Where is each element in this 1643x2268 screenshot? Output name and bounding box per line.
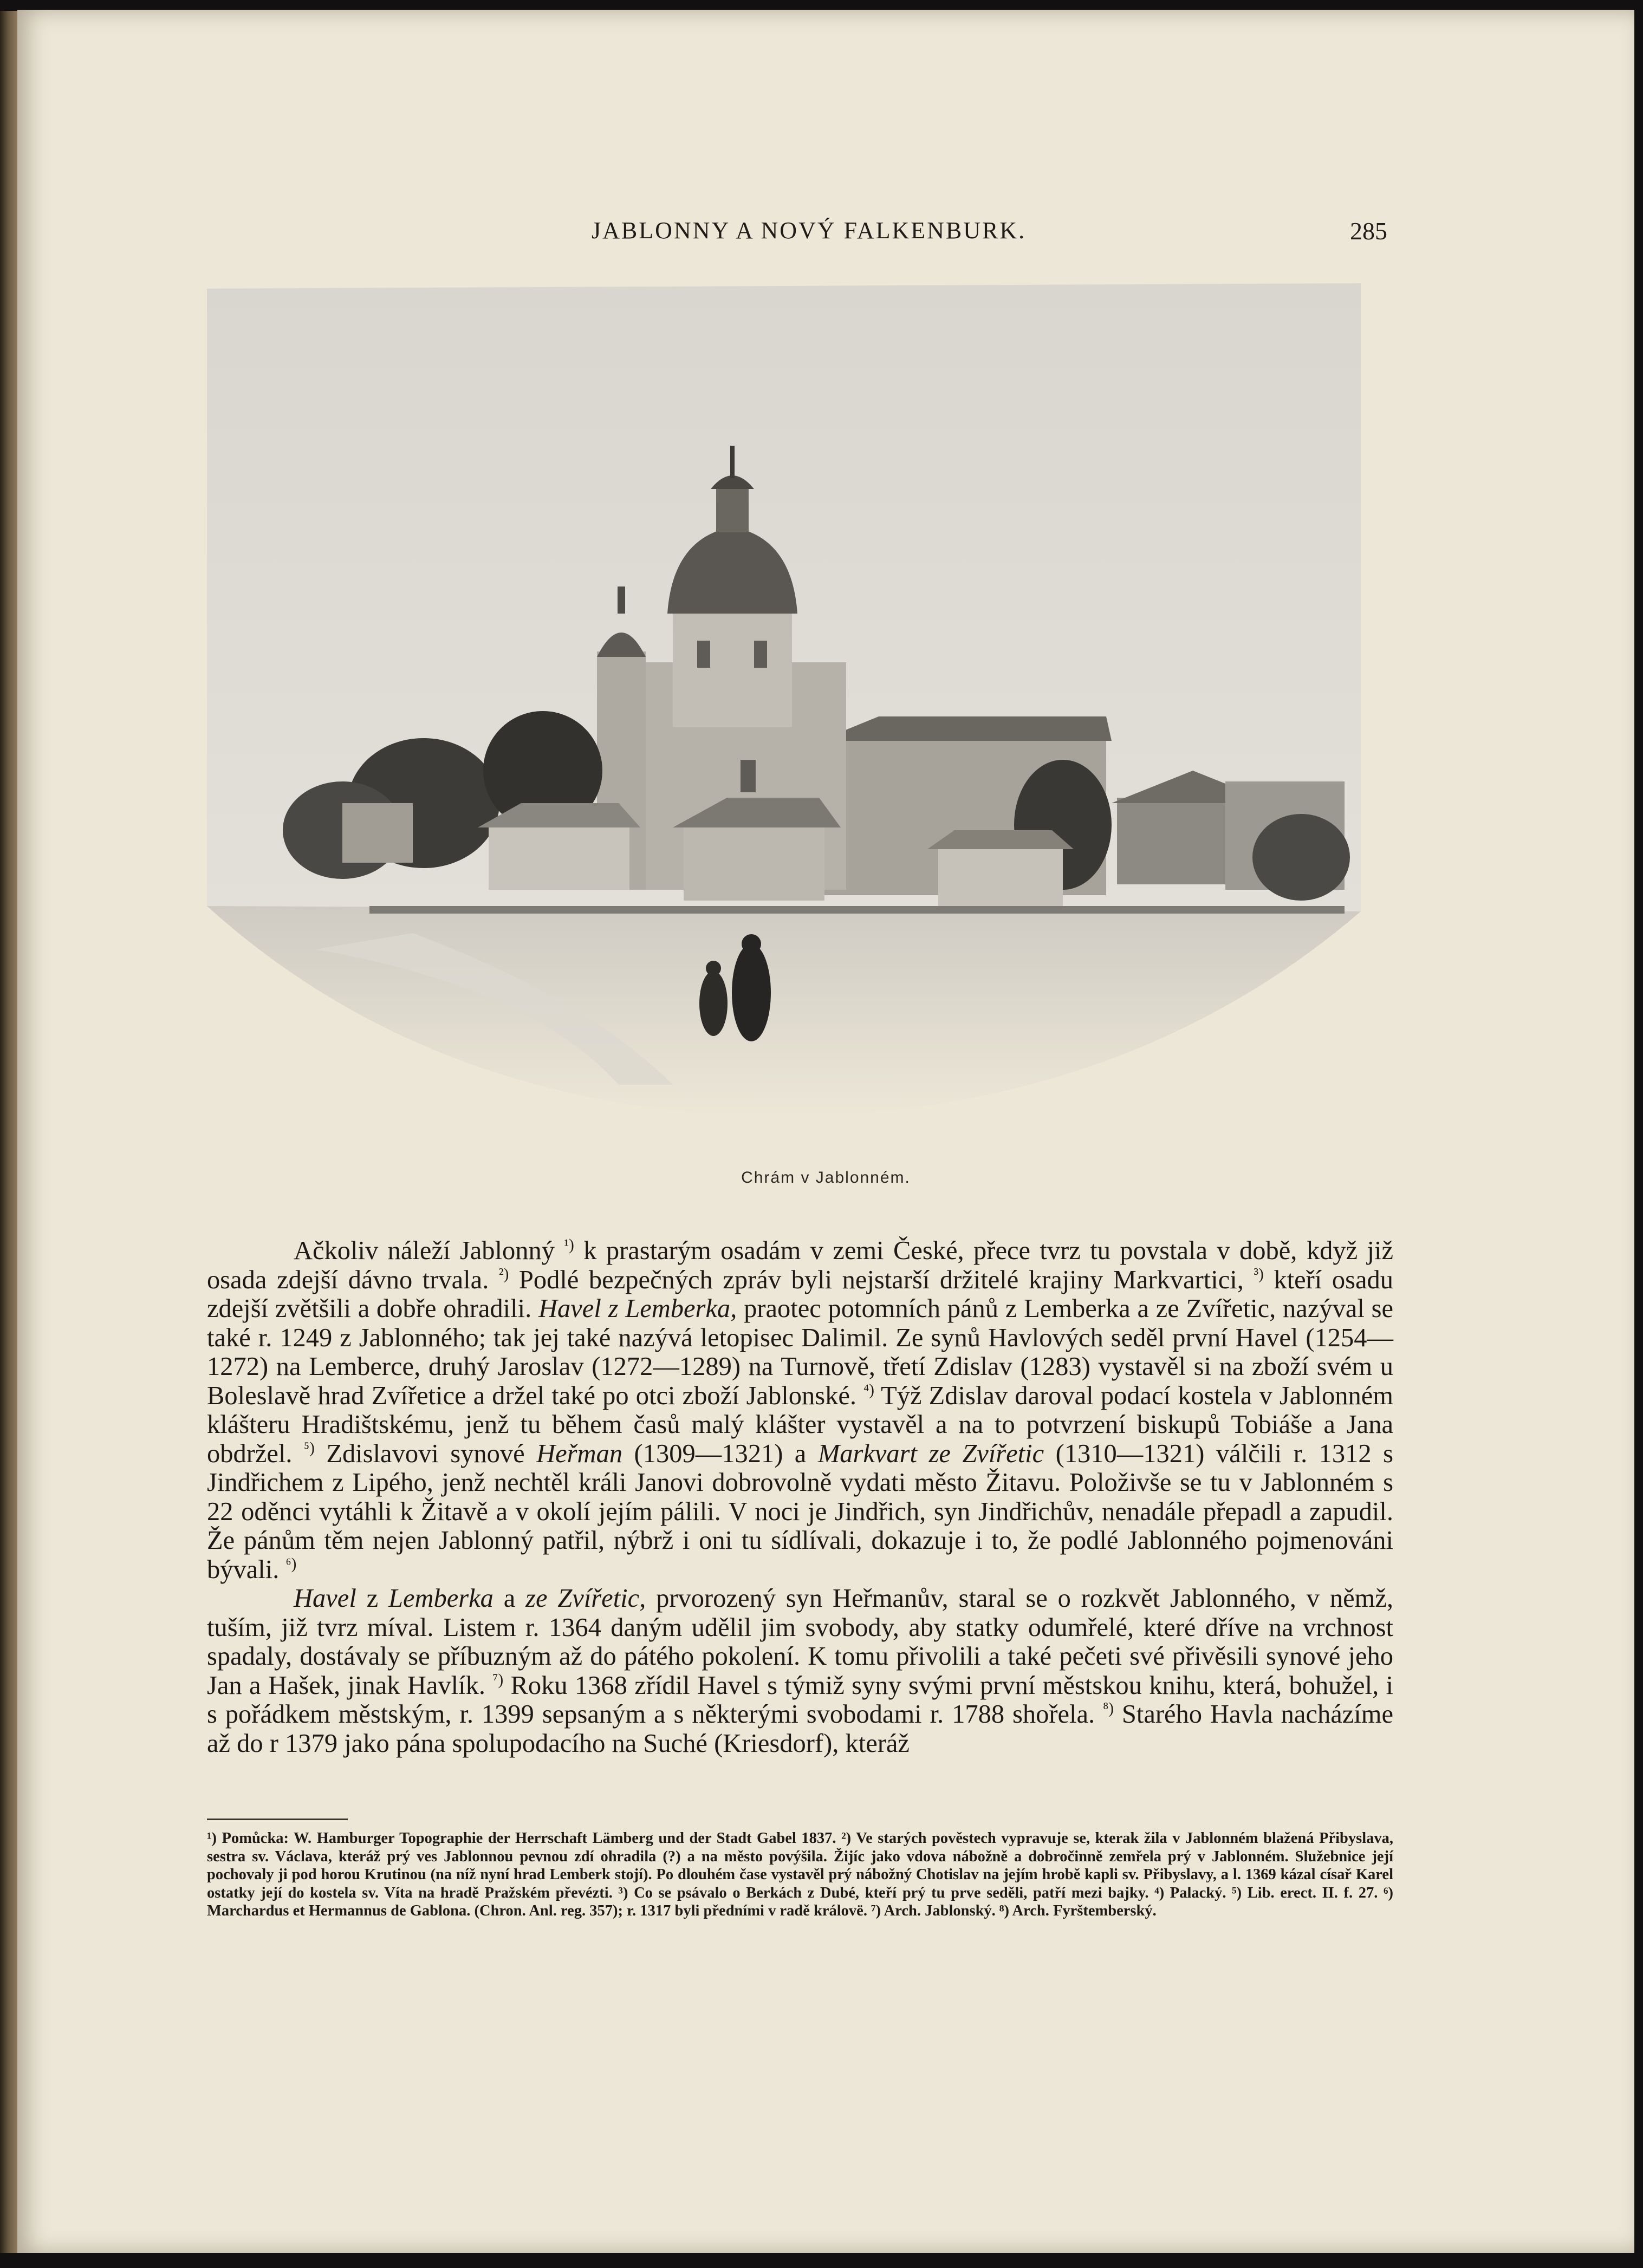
footnote-ref: ⁴) bbox=[863, 1381, 874, 1399]
footnote-divider bbox=[207, 1819, 348, 1820]
italic-name: Havel bbox=[294, 1584, 356, 1613]
paragraph bbox=[207, 1236, 1393, 1584]
text-run: Roku 1368 zřídil Havel s týmiž syny svými první městskou knihu, která, bohužel, i s pořádkem městským, r. 1399 sepsaným a s některými svobodami r. 1788 shořela. bbox=[207, 1671, 1393, 1729]
running-head: JABLONNY A NOVÝ FALKENBURK. bbox=[592, 217, 1027, 244]
italic-name: Markvart ze Zvířetic bbox=[817, 1439, 1044, 1468]
illustration-caption: Chrám v Jablonném. bbox=[741, 1169, 911, 1187]
text-run: kteří osadu zdejší zvětšili a dobře ohradili. bbox=[207, 1265, 1393, 1323]
body-text bbox=[207, 1236, 1393, 1758]
footnote-ref: ⁶) bbox=[285, 1555, 297, 1573]
text-run: Zdislavovi synové bbox=[314, 1439, 537, 1468]
text-run: praotec potomních pánů z Lemberka a ze Zvířetic, nazýval se také r. 1249 z Jablonného; tak jej také nazývá letopisec Dalimil. Ze synů Havlových seděl první Havel (1254—1272) na Lemberce, druhý Jaroslav (1272—1289) na Turnově, třetí Zdislav (1283) vystavěl si na zboží svém u Boleslavě hrad Zvířetice a držel také po otci zboží Jablonské. bbox=[207, 1294, 1393, 1410]
church-illustration bbox=[207, 283, 1361, 1117]
paragraph bbox=[207, 1584, 1393, 1758]
italic-name: Heřman bbox=[536, 1439, 623, 1468]
book-page bbox=[17, 10, 1634, 2253]
italic-name: Lemberka bbox=[388, 1584, 493, 1613]
text-run: Týž Zdislav daroval podací kostela v Jablonném klášteru Hradištskému, jenž tu během časů malý klášter vystavěl a na to potvrzení biskupů Tobiáše a Jana obdržel. bbox=[207, 1381, 1393, 1468]
text-run: z bbox=[356, 1584, 388, 1613]
footnote-ref: ²) bbox=[498, 1265, 509, 1283]
text-run: (1309—1321) a bbox=[622, 1439, 818, 1468]
text-run: Starého Havla nacházíme až do r 1379 jako pána spolupodacího na Suché (Kriesdorf), kteráž bbox=[207, 1700, 1393, 1758]
text-run: a bbox=[493, 1584, 526, 1613]
italic-name: ze Zvířetic, bbox=[525, 1584, 646, 1613]
footnote-ref: ³) bbox=[1254, 1265, 1264, 1283]
text-run: (1310—1321) válčili r. 1312 s Jindřichem z Lipého, jenž nechtěl králi Janovi dobrovolně vydati město Žitavu. Položivše se tu v Jablonném s 22 oděnci vytáhli k Žitavě a v okolí jejím pálili. V noci je Jindřich, syn Jindřichův, nenadále přepadl a zapudil. Že pánům těm nejen Jablonný patřil, nýbrž i oni tu sídlívali, dokazuje i to, že podlé Jablonného pojmenováni bývali. bbox=[207, 1439, 1393, 1584]
italic-name: Havel z Lemberka, bbox=[538, 1294, 737, 1323]
church-town-engraving-icon bbox=[207, 283, 1361, 1117]
footnote-ref: ⁷) bbox=[492, 1671, 504, 1689]
page-number: 285 bbox=[1350, 217, 1387, 245]
footnote-text: ¹) Pomůcka: W. Hamburger Topographie der Herrschaft Lämberg und der Stadt Gabel 1837. ²) Ve starých pověstech vypravuje se, kterak žila v Jablonném blažená Přibyslava, sestra sv. Václava, kteráž prý ves Jablonnou pevnou zdí ohradila (?) a na město povýšila. Žijíc jako vdova nábožně a dobročinně zemřela prý v Jablonném. Služebnice její pochovaly ji pod horou Krutinou (na níž nyní hrad Lemberk stojí). Po dlouhém čase vystavěl prý nábožný Chotislav na jejím hrobě kapli sv. Přibyslavy, a l. 1369 kázal císař Karel ostatky její do kostela sv. Víta na hradě Pražském převézti. ³) Co se psávalo o Berkách z Dubé, kteří prý tu prve seděli, patří mezi bajky. ⁴) Palacký. ⁵) Lib. erect. II. f. 27. ⁶) Marchardus et Hermannus de Gablona. (Chron. Anl. reg. 357); r. 1317 byli předními v radě královë. ⁷) Arch. Jablonský. ⁸) Arch. Fyrštemberský. bbox=[207, 1830, 1393, 1919]
text-run: Podlé bezpečných zpráv byli nejstarší držitelé krajiny Markvartici, bbox=[509, 1265, 1254, 1294]
footnote-ref: ⁸) bbox=[1103, 1699, 1114, 1717]
footnotes bbox=[207, 1829, 1393, 1920]
text-run: Ačkoliv náleží Jablonný bbox=[294, 1236, 564, 1265]
text-run: k prastarým osadám v zemi České, přece tvrz tu povstala v době, když již osada zdejší dávno trvala. bbox=[207, 1236, 1393, 1294]
footnote-ref: ⁵) bbox=[304, 1439, 315, 1457]
footnote-ref: ¹) bbox=[564, 1236, 574, 1254]
text-run: prvorozený syn Heřmanův, staral se o rozkvět Jablonného, v němž, tuším, již tvrz míval. Listem r. 1364 daným udělil jim svobody, aby statky odumřelé, které dříve na vrchnost spadaly, dostávaly se příbuzným až do pátého pokolení. K tomu přivolili a také pečeti své přivěsili synové jeho Jan a Hašek, jinak Havlík. bbox=[207, 1584, 1393, 1700]
